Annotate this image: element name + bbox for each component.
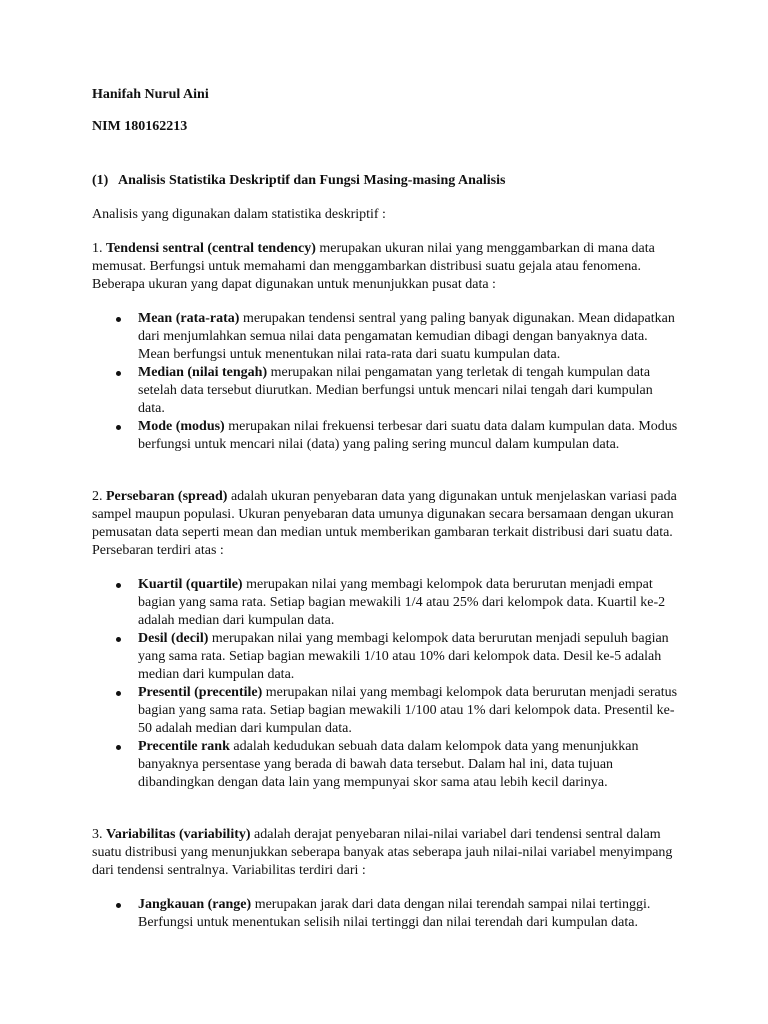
paragraph-central-tendency — [92, 240, 678, 294]
term: Tendensi sentral (central tendency) — [106, 241, 316, 256]
item-text: merupakan nilai yang membagi kelompok data berurutan menjadi empat bagian yang sama rata. Setiap bagian mewakili 1/4 atau 25% dari kelompok data. Kuartil ke-2 adalah median dari kumpulan data. — [138, 577, 666, 628]
paragraph-text: adalah derajat penyebaran nilai-nilai variabel dari tendensi sentral dalam suatu distribusi yang menunjukkan seberapa banyak atas seberapa jauh nilai-nilai variabel menyimpang dari tendensi sentralnya. Variabilitas terdiri dari : — [92, 827, 673, 878]
item-text: merupakan nilai pengamatan yang terletak di tengah kumpulan data setelah data tersebut diurutkan. Median berfungsi untuk mencari nilai tengah dari kumpulan data. — [138, 365, 653, 416]
paragraph-number: 3. — [92, 827, 106, 842]
list-item-percentile-rank — [92, 738, 678, 792]
item-text: merupakan nilai yang membagi kelompok data berurutan menjadi seratus bagian yang sama rata. Setiap bagian mewakili 1/100 atau 1% dari kelompok data. Presentil ke-50 adalah median dari kumpulan data. — [138, 685, 678, 736]
term: Persebaran (spread) — [106, 489, 228, 504]
term: Precentile rank — [138, 739, 230, 754]
bullet-icon — [116, 903, 121, 908]
term: Variabilitas (variability) — [106, 827, 251, 842]
term: Presentil (precentile) — [138, 685, 263, 700]
paragraph-text: adalah ukuran penyebaran data yang digunakan untuk menjelaskan variasi pada sampel maupun populasi. Ukuran penyebaran data umunya digunakan secara bersamaan dengan ukuran pemusatan data seperti mean dan median untuk memberikan gambaran terkait distribusi dari suatu data. Persebaran terdiri atas : — [92, 489, 677, 558]
variability-list — [92, 896, 678, 932]
document-body — [92, 86, 678, 932]
list-item-mode — [92, 418, 678, 454]
term: Desil (decil) — [138, 631, 209, 646]
section-number: (1) — [92, 173, 109, 188]
paragraph-variability — [92, 826, 678, 880]
paragraph-spread — [92, 488, 678, 560]
list-item-mean — [92, 310, 678, 364]
student-id: NIM 180162213 — [92, 119, 188, 134]
central-tendency-list — [92, 310, 678, 454]
term: Mean (rata-rata) — [138, 311, 240, 326]
list-item-range — [92, 896, 678, 932]
term: Median (nilai tengah) — [138, 365, 268, 380]
author-name: Hanifah Nurul Aini — [92, 87, 209, 102]
paragraph-number: 2. — [92, 489, 106, 504]
bullet-icon — [116, 425, 121, 430]
item-text: adalah kedudukan sebuah data dalam kelompok data yang menunjukkan banyaknya persentase yang berada di bawah data tersebut. Dalam hal ini, data tujuan dibandingkan dengan data lain yang mempunyai skor sama atau lebih kecil darinya. — [138, 739, 639, 790]
term: Jangkauan (range) — [138, 897, 252, 912]
term: Mode (modus) — [138, 419, 225, 434]
section-title: Analisis Statistika Deskriptif dan Fungsi Masing-masing Analisis — [118, 173, 506, 188]
bullet-icon — [116, 691, 121, 696]
item-text: merupakan nilai yang membagi kelompok data berurutan menjadi sepuluh bagian yang sama rata. Setiap bagian mewakili 1/10 atau 10% dari kelompok data. Desil ke-5 adalah median dari kumpulan data. — [138, 631, 669, 682]
list-item-decile — [92, 630, 678, 684]
bullet-icon — [116, 637, 121, 642]
paragraph-text: merupakan ukuran nilai yang menggambarkan di mana data memusat. Berfungsi untuk memahami dan menggambarkan distribusi suatu gejala atau fenomena. Beberapa ukuran yang dapat digunakan untuk menunjukkan pusat data : — [92, 241, 655, 292]
bullet-icon — [116, 317, 121, 322]
spread-list — [92, 576, 678, 792]
list-item-median — [92, 364, 678, 418]
bullet-icon — [116, 583, 121, 588]
list-item-quartile — [92, 576, 678, 630]
intro-text: Analisis yang digunakan dalam statistika deskriptif : — [92, 207, 386, 222]
list-item-percentile — [92, 684, 678, 738]
item-text: merupakan tendensi sentral yang paling banyak digunakan. Mean didapatkan dari menjumlahkan semua nilai data pengamatan kemudian dibagi dengan banyaknya data. Mean berfungsi untuk menentukan nilai rata-rata dari suatu kumpulan data. — [138, 311, 675, 362]
item-text: merupakan jarak dari data dengan nilai terendah sampai nilai tertinggi. Berfungsi untuk menentukan selisih nilai tertinggi dan nilai terendah dari kumpulan data. — [138, 897, 651, 930]
bullet-icon — [116, 745, 121, 750]
term: Kuartil (quartile) — [138, 577, 243, 592]
paragraph-number: 1. — [92, 241, 106, 256]
section-heading — [92, 172, 678, 190]
bullet-icon — [116, 371, 121, 376]
item-text: merupakan nilai frekuensi terbesar dari suatu data dalam kumpulan data. Modus berfungsi untuk mencari nilai (data) yang paling sering muncul dalam kumpulan data. — [138, 419, 678, 452]
